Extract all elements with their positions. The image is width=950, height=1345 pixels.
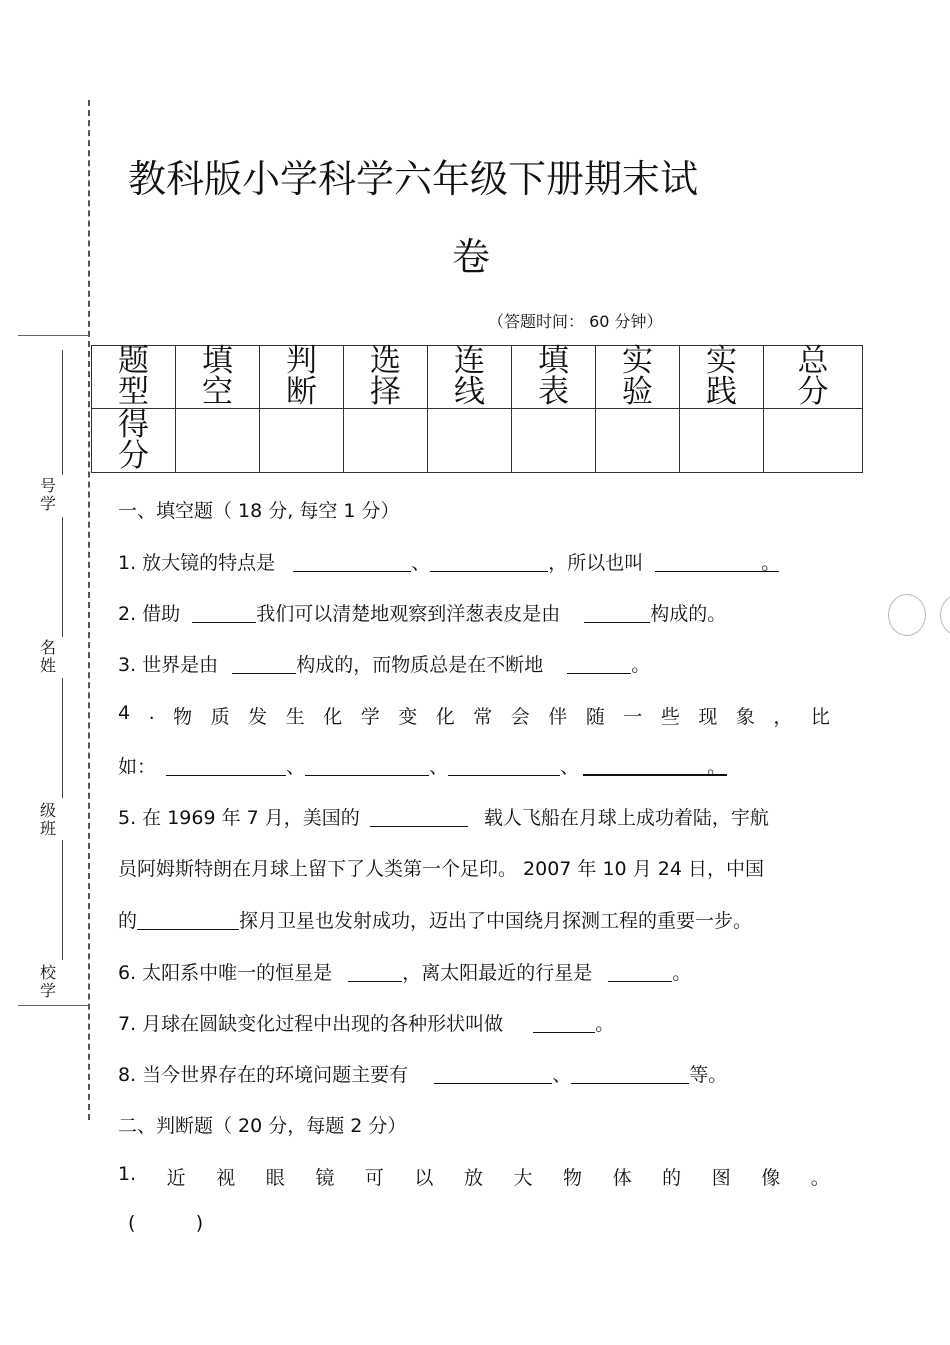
table-header-cell: 选 择 [344, 346, 428, 409]
margin-segment [62, 678, 63, 798]
page-title-continued: 卷 [452, 235, 491, 279]
margin-segment [62, 517, 63, 637]
answer-blank[interactable] [430, 551, 548, 572]
answer-blank[interactable] [434, 1063, 552, 1084]
score-cell[interactable] [680, 409, 764, 473]
table-header-cell: 连 线 [428, 346, 512, 409]
answer-blank[interactable] [583, 754, 727, 776]
answer-parentheses[interactable]: ( ) [128, 1212, 204, 1234]
score-cell[interactable] [344, 409, 428, 473]
answer-blank[interactable] [232, 653, 296, 674]
answer-blank[interactable] [448, 755, 560, 776]
table-header-cell: 总 分 [764, 346, 863, 409]
margin-label-student-id: 号学 [39, 476, 56, 513]
question-8: 8. 当今世界存在的环境问题主要有 、 等。 [118, 1064, 728, 1086]
question-3: 3. 世界是由 构成的，而物质总是在不断地 。 [118, 654, 651, 676]
answer-blank[interactable] [348, 961, 402, 982]
score-cell[interactable] [428, 409, 512, 473]
answer-blank[interactable] [533, 1012, 595, 1033]
section-heading-true-false: 二、判断题（ 20 分，每题 2 分） [118, 1115, 407, 1137]
margin-rule-top [18, 335, 90, 336]
question-5-line2: 员阿姆斯特朗在月球上留下了人类第一个足印。 2007 年 10 月 24 日，中国 [118, 858, 764, 880]
question-4: 4 . 物 质 发 生 化 学 变 化 常 会 伴 随 一 些 现 象 ， 比 [118, 702, 830, 728]
score-cell[interactable] [596, 409, 680, 473]
table-header-cell: 填 表 [512, 346, 596, 409]
question-2: 2. 借助 我们可以清楚地观察到洋葱表皮是由 构成的。 [118, 603, 727, 625]
score-cell[interactable] [764, 409, 863, 473]
crescent-mark-icon [888, 594, 926, 636]
section-heading-fill-in: 一、填空题（ 18 分, 每空 1 分） [118, 500, 400, 522]
tf-question-1: 1. 近 视 眼 镜 可 以 放 大 物 体 的 图 像 。 [118, 1163, 830, 1189]
margin-rule-bottom [18, 1005, 90, 1006]
binding-dashed-line [88, 100, 90, 1120]
answer-blank[interactable] [305, 755, 429, 776]
answer-blank[interactable] [192, 602, 256, 623]
margin-segment [62, 840, 63, 960]
margin-label-class: 级班 [39, 801, 56, 838]
table-header-cell: 判 断 [260, 346, 344, 409]
answer-blank[interactable] [584, 602, 650, 623]
page-title: 教科版小学科学六年级下册期末试 [128, 157, 699, 201]
question-6: 6. 太阳系中唯一的恒星是 ，离太阳最近的行星是 。 [118, 962, 692, 984]
score-cell[interactable] [176, 409, 260, 473]
table-header-cell: 填 空 [176, 346, 260, 409]
table-header-cell: 题 型 [92, 346, 176, 409]
table-row-label: 得 分 [92, 409, 176, 473]
answer-blank[interactable] [166, 755, 286, 776]
score-cell[interactable] [260, 409, 344, 473]
time-note: （答题时间： 60 分钟） [488, 312, 663, 331]
question-5: 5. 在 1969 年 7 月，美国的 载人飞船在月球上成功着陆，宇航 [118, 807, 769, 829]
crescent-mark-icon [940, 594, 950, 636]
question-5-line3: 的 探月卫星也发射成功，迈出了中国绕月探测工程的重要一步。 [118, 910, 753, 932]
answer-blank[interactable] [567, 653, 631, 674]
table-header-cell: 实 践 [680, 346, 764, 409]
answer-blank[interactable] [137, 909, 239, 930]
table-header-cell: 实 验 [596, 346, 680, 409]
margin-segment [62, 350, 63, 475]
answer-blank[interactable] [370, 806, 468, 827]
score-table [91, 345, 863, 473]
question-4-continued: 如： 、 、 、 。 [118, 756, 727, 778]
margin-label-school: 校学 [39, 963, 56, 1000]
answer-blank[interactable] [293, 551, 411, 572]
answer-blank[interactable] [571, 1063, 689, 1084]
score-cell[interactable] [512, 409, 596, 473]
question-1: 1. 放大镜的特点是 、 ，所以也叫 。 [118, 552, 781, 574]
question-7: 7. 月球在圆缺变化过程中出现的各种形状叫做 。 [118, 1013, 615, 1035]
answer-blank[interactable] [608, 961, 672, 982]
margin-label-name: 名姓 [39, 638, 56, 675]
